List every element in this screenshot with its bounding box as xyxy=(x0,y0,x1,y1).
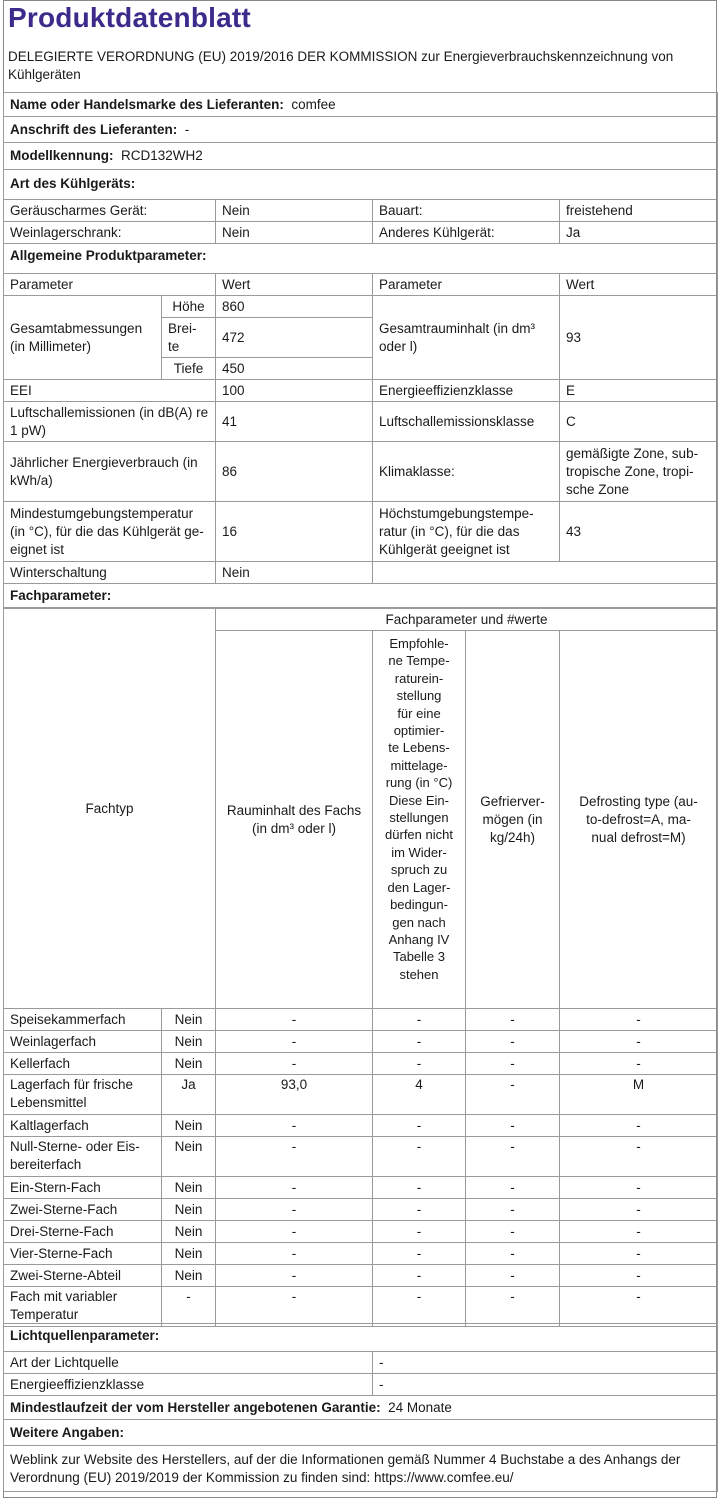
compartment-present: Nein xyxy=(162,1243,216,1265)
width-value: 472 xyxy=(216,318,373,358)
compartment-row xyxy=(4,1009,718,1031)
width-label: Brei- te xyxy=(162,318,216,358)
max-temp-label: Höchstumgebungstempe- ratur (in °C), für die das Kühlgerät geeignet ist xyxy=(373,502,560,562)
compartment-volume: - xyxy=(216,1221,373,1243)
light-table xyxy=(3,1323,718,1492)
compartment-present: Nein xyxy=(162,1265,216,1287)
compartment-volume: - xyxy=(216,1009,373,1031)
compartment-present: Nein xyxy=(162,1115,216,1137)
compartment-row xyxy=(4,1053,718,1075)
compartment-freeze: - xyxy=(466,1177,560,1199)
compartment-row xyxy=(4,1177,718,1199)
compartment-present: Ja xyxy=(162,1075,216,1115)
eei-label: EEI xyxy=(4,380,216,402)
compartment-temp: - xyxy=(373,1031,466,1053)
compartments-table xyxy=(3,608,718,1327)
warranty-label: Mindestlaufzeit der vom Hersteller angebotenen Garantie: xyxy=(10,1399,381,1415)
compartment-defrost: - xyxy=(560,1221,718,1243)
warranty-value: 24 Monate xyxy=(388,1399,452,1415)
compartment-row xyxy=(4,1199,718,1221)
compartment-present: Nein xyxy=(162,1177,216,1199)
compartment-freeze: - xyxy=(466,1265,560,1287)
design-label: Bauart: xyxy=(373,200,560,222)
eei-value: 100 xyxy=(216,380,373,402)
model-row xyxy=(4,143,718,170)
compartment-row xyxy=(4,1137,718,1177)
compartment-defrost: - xyxy=(560,1199,718,1221)
compartment-defrost: - xyxy=(560,1137,718,1177)
compartment-defrost: - xyxy=(560,1009,718,1031)
compartment-freeze: - xyxy=(466,1137,560,1177)
height-row xyxy=(4,296,718,318)
compartment-volume: - xyxy=(216,1031,373,1053)
light-type-label: Art der Lichtquelle xyxy=(4,1352,373,1374)
winter-row xyxy=(4,562,718,584)
compartment-type: Kaltlagerfach xyxy=(4,1115,162,1137)
compartment-row xyxy=(4,1265,718,1287)
further-heading-row xyxy=(4,1420,718,1446)
compartment-volume: - xyxy=(216,1287,373,1327)
compartment-row xyxy=(4,1031,718,1053)
height-value: 860 xyxy=(216,296,373,318)
other-label: Anderes Kühlgerät: xyxy=(373,222,560,244)
general-heading-row xyxy=(4,244,718,274)
temperature-row xyxy=(4,502,718,562)
compartments-heading-row xyxy=(4,584,718,608)
compartment-volume: - xyxy=(216,1137,373,1177)
compartment-type: Weinlagerfach xyxy=(4,1031,162,1053)
compartment-present: Nein xyxy=(162,1199,216,1221)
col-group-header: Fachparameter und #werte xyxy=(216,609,718,631)
supplier-name-value: comfee xyxy=(291,96,336,112)
wine-label: Weinlagerschrank: xyxy=(4,222,216,244)
noise-class-label: Luftschallemissionsklasse xyxy=(373,402,560,442)
compartment-defrost: - xyxy=(560,1287,718,1327)
dimensions-label: Gesamtabmessungen (in Millimeter) xyxy=(4,296,162,380)
col-volume-header: Rauminhalt des Fachs (in dm³ oder l) xyxy=(216,631,373,1009)
compartment-volume: - xyxy=(216,1265,373,1287)
general-heading: Allgemeine Produktparameter: xyxy=(4,244,718,274)
compartment-freeze: - xyxy=(466,1031,560,1053)
compartment-freeze: - xyxy=(466,1009,560,1031)
compartment-group-header-row xyxy=(4,609,718,631)
low-noise-value: Nein xyxy=(216,200,373,222)
annual-energy-row xyxy=(4,442,718,502)
compartment-temp: - xyxy=(373,1243,466,1265)
compartment-freeze: - xyxy=(466,1287,560,1327)
compartment-temp: - xyxy=(373,1199,466,1221)
compartment-freeze: - xyxy=(466,1053,560,1075)
compartment-type: Kellerfach xyxy=(4,1053,162,1075)
volume-label: Gesamtrauminhalt (in dm³ oder l) xyxy=(373,296,560,380)
compartment-defrost: - xyxy=(560,1053,718,1075)
compartment-row xyxy=(4,1243,718,1265)
noise-row xyxy=(4,402,718,442)
wine-row xyxy=(4,222,718,244)
compartment-present: Nein xyxy=(162,1221,216,1243)
general-column-header-row xyxy=(4,274,718,296)
climate-value: gemäßigte Zone, sub- tropische Zone, tropi- sche Zone xyxy=(560,442,718,502)
climate-label: Klimaklasse: xyxy=(373,442,560,502)
compartment-row xyxy=(4,1075,718,1115)
low-noise-row xyxy=(4,200,718,222)
compartment-defrost: - xyxy=(560,1265,718,1287)
supplier-address-row xyxy=(4,117,718,143)
compartment-temp: - xyxy=(373,1137,466,1177)
light-heading: Lichtquellenparameter: xyxy=(4,1324,718,1352)
winter-value: Nein xyxy=(216,562,373,584)
compartment-freeze: - xyxy=(466,1221,560,1243)
compartment-present: Nein xyxy=(162,1053,216,1075)
light-type-row xyxy=(4,1352,718,1374)
light-class-value: - xyxy=(373,1374,718,1396)
compartment-row xyxy=(4,1287,718,1327)
energy-class-value: E xyxy=(560,380,718,402)
compartment-type: Ein-Stern-Fach xyxy=(4,1177,162,1199)
min-temp-value: 16 xyxy=(216,502,373,562)
compartment-temp: - xyxy=(373,1177,466,1199)
energy-class-label: Energieeffizienzklasse xyxy=(373,380,560,402)
compartment-temp: - xyxy=(373,1265,466,1287)
design-value: freistehend xyxy=(560,200,718,222)
compartment-volume: 93,0 xyxy=(216,1075,373,1115)
eei-row xyxy=(4,380,718,402)
compartment-defrost: - xyxy=(560,1115,718,1137)
compartment-type: Vier-Sterne-Fach xyxy=(4,1243,162,1265)
model-label: Modellkennung: xyxy=(10,148,114,163)
col-param-2: Parameter xyxy=(373,274,560,296)
regulation-text: DELEGIERTE VERORDNUNG (EU) 2019/2016 DER KOMMISSION zur Energieverbrauchskennzeichnung von Kühlgeräten xyxy=(8,49,674,82)
general-table xyxy=(3,92,718,608)
annual-energy-label: Jährlicher Energieverbrauch (in kWh/a) xyxy=(4,442,216,502)
light-heading-row xyxy=(4,1324,718,1352)
compartment-volume: - xyxy=(216,1053,373,1075)
compartment-present: Nein xyxy=(162,1009,216,1031)
page-title: Produktdatenblatt xyxy=(8,2,251,33)
compartment-freeze: - xyxy=(466,1115,560,1137)
model-value: RCD132WH2 xyxy=(121,148,203,163)
winter-empty xyxy=(373,562,718,584)
compartment-volume: - xyxy=(216,1243,373,1265)
compartment-type: Drei-Sterne-Fach xyxy=(4,1221,162,1243)
compartment-present: Nein xyxy=(162,1137,216,1177)
col-freeze-header: Gefrierver- mögen (in kg/24h) xyxy=(466,631,560,1009)
supplier-name-row xyxy=(4,93,718,117)
compartment-type: Speisekammerfach xyxy=(4,1009,162,1031)
noise-class-value: C xyxy=(560,402,718,442)
noise-label: Luftschallemissionen (in dB(A) re 1 pW) xyxy=(4,402,216,442)
col-type-header: Fachtyp xyxy=(4,609,216,1009)
noise-value: 41 xyxy=(216,402,373,442)
compartment-row xyxy=(4,1115,718,1137)
max-temp-value: 43 xyxy=(560,502,718,562)
low-noise-label: Geräuscharmes Gerät: xyxy=(4,200,216,222)
col-defrost-header: Defrosting type (au- to-defrost=A, ma- nual defrost=M) xyxy=(560,631,718,1009)
height-label: Höhe xyxy=(162,296,216,318)
min-temp-label: Mindestumgebungstemperatur (in °C), für die das Kühlgerät ge- eignet ist xyxy=(4,502,216,562)
compartment-volume: - xyxy=(216,1199,373,1221)
light-class-row xyxy=(4,1374,718,1396)
depth-value: 450 xyxy=(216,358,373,380)
winter-label: Winterschaltung xyxy=(4,562,216,584)
col-value-2: Wert xyxy=(560,274,718,296)
light-type-value: - xyxy=(373,1352,718,1374)
compartment-volume: - xyxy=(216,1177,373,1199)
compartment-temp: - xyxy=(373,1221,466,1243)
compartment-type: Zwei-Sterne-Abteil xyxy=(4,1265,162,1287)
volume-value: 93 xyxy=(560,296,718,380)
appliance-type-heading: Art des Kühlgeräts: xyxy=(4,170,718,200)
other-value: Ja xyxy=(560,222,718,244)
appliance-type-heading-row xyxy=(4,170,718,200)
light-class-label: Energieeffizienzklasse xyxy=(4,1374,373,1396)
compartment-freeze: - xyxy=(466,1199,560,1221)
further-text: Weblink zur Website des Herstellers, auf der die Informationen gemäß Nummer 4 Buchstabe a des Anhangs der Verordnung (EU) 2019/2019 der Kommission zu finden sind: https://www.comfee.eu/ xyxy=(4,1446,718,1492)
compartment-defrost: - xyxy=(560,1031,718,1053)
compartment-temp: - xyxy=(373,1115,466,1137)
supplier-address-value: - xyxy=(184,121,190,137)
col-param-1: Parameter xyxy=(4,274,216,296)
compartment-defrost: - xyxy=(560,1243,718,1265)
supplier-address-label: Anschrift des Lieferanten: xyxy=(10,121,178,137)
supplier-name-label: Name oder Handelsmarke des Lieferanten: xyxy=(10,96,284,112)
compartment-temp: - xyxy=(373,1287,466,1327)
compartment-row xyxy=(4,1221,718,1243)
compartment-type: Lagerfach für frische Lebensmittel xyxy=(4,1075,162,1115)
compartment-temp: - xyxy=(373,1053,466,1075)
compartment-type: Null-Sterne- oder Eis- bereiterfach xyxy=(4,1137,162,1177)
depth-label: Tiefe xyxy=(162,358,216,380)
compartment-defrost: M xyxy=(560,1075,718,1115)
wine-value: Nein xyxy=(216,222,373,244)
compartment-defrost: - xyxy=(560,1177,718,1199)
col-value-1: Wert xyxy=(216,274,373,296)
compartment-type: Zwei-Sterne-Fach xyxy=(4,1199,162,1221)
compartment-present: Nein xyxy=(162,1031,216,1053)
warranty-row xyxy=(4,1396,718,1420)
compartment-freeze: - xyxy=(466,1075,560,1115)
compartment-present: - xyxy=(162,1287,216,1327)
compartments-heading: Fachparameter: xyxy=(4,584,718,608)
compartment-temp: 4 xyxy=(373,1075,466,1115)
further-heading: Weitere Angaben: xyxy=(4,1420,718,1446)
annual-energy-value: 86 xyxy=(216,442,373,502)
compartment-freeze: - xyxy=(466,1243,560,1265)
compartment-temp: - xyxy=(373,1009,466,1031)
compartment-volume: - xyxy=(216,1115,373,1137)
compartment-type: Fach mit variabler Temperatur xyxy=(4,1287,162,1327)
further-text-row xyxy=(4,1446,718,1492)
col-temp-header: Empfohle- ne Tempe- raturein- stellung für eine optimier- te Lebens- mittelage- rung (in °C) Diese Ein- stellungen dürfen nicht im Wider- spruch zu den Lager- bedingun- gen nach Anhang IV Tabelle 3 stehen xyxy=(373,631,466,1009)
compartment-rows xyxy=(4,1009,718,1327)
